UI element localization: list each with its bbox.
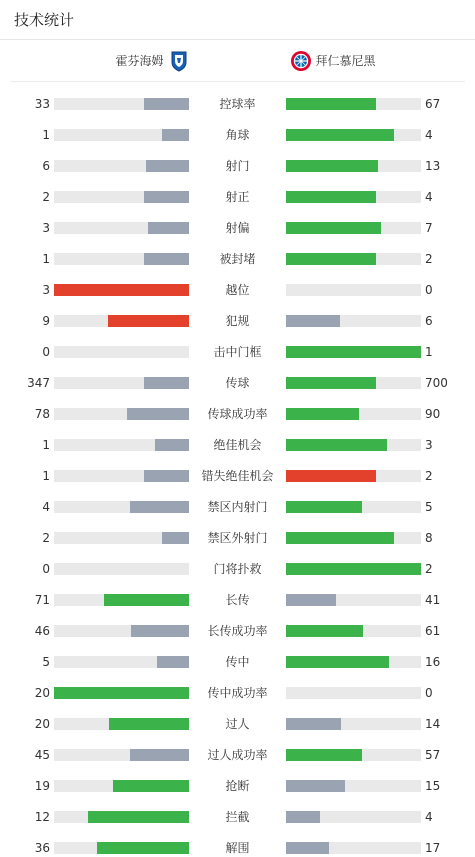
home-stat-value: 1 [42,128,50,142]
stat-row [0,97,475,111]
home-stat-bar [54,315,189,327]
stat-row [0,686,475,700]
away-stat-bar-fill [286,656,389,668]
away-stat-value: 5 [425,500,433,514]
home-stat-bar-fill [155,439,189,451]
away-stat-bar [286,191,421,203]
away-stat-value: 4 [425,128,433,142]
away-stat-bar [286,346,421,358]
home-stat-value: 0 [42,562,50,576]
away-stat-bar [286,470,421,482]
stat-label: 长传 [225,593,250,607]
hoffenheim-crest-icon [168,50,190,72]
home-stat-value: 1 [42,469,50,483]
home-stat-value: 33 [34,97,50,111]
stat-row [0,190,475,204]
home-stat-bar [54,563,189,575]
away-stat-bar-fill [286,377,376,389]
stat-row [0,717,475,731]
stat-row [0,655,475,669]
away-stat-bar [286,160,421,172]
home-stat-bar [54,470,189,482]
away-stat-value: 0 [425,283,433,297]
away-stat-bar-fill [286,222,381,234]
away-stat-bar-fill [286,501,362,513]
away-stat-bar-fill [286,160,378,172]
stat-row [0,624,475,638]
away-stat-value: 67 [425,97,441,111]
home-stat-bar [54,253,189,265]
home-stat-bar [54,625,189,637]
home-stat-bar [54,98,189,110]
stat-label: 射偏 [225,221,250,235]
away-stat-value: 90 [425,407,441,421]
stat-label: 越位 [225,283,250,297]
away-stat-value: 700 [425,376,448,390]
away-stat-bar [286,749,421,761]
home-stat-bar-fill [144,470,189,482]
home-stat-value: 20 [34,717,50,731]
away-stat-value: 3 [425,438,433,452]
home-stat-value: 2 [42,190,50,204]
home-stat-bar [54,842,189,854]
home-stat-bar [54,284,189,296]
away-stat-bar [286,687,421,699]
stat-label: 传球 [225,376,250,390]
home-stat-value: 19 [34,779,50,793]
stat-label: 角球 [225,128,250,142]
stat-label: 被封堵 [219,252,256,266]
stat-row [0,748,475,762]
away-stat-bar-fill [286,563,421,575]
away-stat-bar-fill [286,780,345,792]
stat-label: 门将扑救 [213,562,262,576]
home-stat-bar [54,594,189,606]
home-stat-bar-fill [108,315,189,327]
away-stat-value: 2 [425,562,433,576]
stat-label: 过人 [225,717,250,731]
away-stat-value: 8 [425,531,433,545]
stat-row [0,810,475,824]
away-stat-value: 2 [425,469,433,483]
away-stat-bar-fill [286,315,340,327]
away-stat-bar [286,439,421,451]
home-stat-value: 1 [42,252,50,266]
away-stat-bar [286,253,421,265]
page-title: 技术统计 [14,11,75,29]
stat-row [0,128,475,142]
away-stat-bar-fill [286,408,359,420]
stat-row [0,562,475,576]
away-stat-bar [286,501,421,513]
home-stat-value: 0 [42,345,50,359]
stat-row [0,593,475,607]
away-stat-value: 4 [425,810,433,824]
home-stat-value: 12 [34,810,50,824]
home-stat-bar-fill [162,532,189,544]
section-title [0,0,475,40]
stat-row [0,283,475,297]
away-stat-bar-fill [286,98,376,110]
away-team-name: 拜仁慕尼黑 [315,54,376,68]
home-stat-value: 46 [34,624,50,638]
stat-row [0,221,475,235]
away-stat-value: 6 [425,314,433,328]
away-stat-value: 14 [425,717,441,731]
home-stat-bar [54,656,189,668]
home-stat-bar [54,408,189,420]
home-stat-bar-fill [131,625,189,637]
away-stat-value: 61 [425,624,441,638]
home-team[interactable] [111,40,189,81]
away-stat-bar [286,625,421,637]
home-stat-bar-fill [109,718,189,730]
away-stat-value: 15 [425,779,441,793]
away-stat-bar [286,563,421,575]
away-stat-bar-fill [286,625,363,637]
home-stat-bar [54,439,189,451]
away-stat-bar [286,284,421,296]
home-stat-bar-fill [97,842,189,854]
stat-label: 传中 [225,655,250,669]
away-stat-bar [286,594,421,606]
stat-label: 拦截 [225,810,250,824]
home-stat-value: 347 [27,376,50,390]
away-stat-bar [286,842,421,854]
home-stat-bar-fill [144,98,189,110]
stat-row [0,469,475,483]
home-team-name: 霍芬海姆 [115,54,164,68]
stat-label: 禁区外射门 [207,531,268,545]
home-stat-bar [54,780,189,792]
stat-label: 禁区内射门 [207,500,268,514]
home-stat-bar-fill [148,222,189,234]
home-stat-bar-fill [127,408,189,420]
away-stat-bar-fill [286,470,376,482]
stat-row [0,438,475,452]
away-stat-value: 7 [425,221,433,235]
away-stat-bar-fill [286,749,362,761]
away-stat-bar-fill [286,346,421,358]
home-stat-value: 3 [42,221,50,235]
away-stat-bar [286,98,421,110]
stat-row [0,531,475,545]
away-stat-bar-fill [286,811,320,823]
stat-label: 击中门框 [213,345,262,359]
home-stat-bar-fill [162,129,189,141]
home-stat-bar-fill [54,284,189,296]
away-stat-value: 57 [425,748,441,762]
home-stat-bar [54,718,189,730]
home-stat-value: 6 [42,159,50,173]
away-stat-bar [286,656,421,668]
away-stat-bar [286,811,421,823]
home-stat-bar-fill [88,811,189,823]
stat-row [0,314,475,328]
away-stat-bar-fill [286,532,394,544]
away-stat-bar-fill [286,253,376,265]
home-stat-value: 4 [42,500,50,514]
stat-row [0,345,475,359]
home-stat-bar-fill [144,191,189,203]
home-stat-value: 36 [34,841,50,855]
stat-label: 犯规 [225,314,250,328]
stat-row [0,252,475,266]
home-stat-value: 1 [42,438,50,452]
away-stat-value: 16 [425,655,441,669]
stat-label: 控球率 [219,97,256,111]
away-stat-bar-fill [286,594,336,606]
away-stat-bar [286,377,421,389]
away-stat-value: 17 [425,841,441,855]
home-stat-bar-fill [130,501,189,513]
home-stat-bar [54,191,189,203]
home-stat-bar [54,129,189,141]
stat-label: 错失绝佳机会 [201,469,274,483]
home-stat-value: 2 [42,531,50,545]
away-stat-bar [286,780,421,792]
home-stat-value: 78 [34,407,50,421]
home-stat-bar-fill [144,377,189,389]
home-stat-bar-fill [130,749,189,761]
bayern-crest-icon [290,50,312,72]
stat-row [0,779,475,793]
home-stat-bar [54,532,189,544]
away-stat-value: 1 [425,345,433,359]
home-stat-bar-fill [157,656,189,668]
home-stat-value: 20 [34,686,50,700]
away-stat-bar [286,222,421,234]
stat-label: 射正 [225,190,250,204]
home-stat-value: 9 [42,314,50,328]
away-stat-bar-fill [286,842,329,854]
home-stat-value: 71 [34,593,50,607]
stat-label: 过人成功率 [207,748,268,762]
away-stat-bar [286,408,421,420]
stat-label: 射门 [225,159,250,173]
stat-row [0,159,475,173]
stat-label: 抢断 [225,779,250,793]
home-stat-value: 3 [42,283,50,297]
away-stat-bar-fill [286,718,341,730]
home-stat-bar-fill [146,160,189,172]
away-stat-value: 4 [425,190,433,204]
home-stat-bar [54,501,189,513]
stat-label: 绝佳机会 [213,438,262,452]
away-stat-bar [286,315,421,327]
home-stat-value: 45 [34,748,50,762]
stat-label: 传球成功率 [207,407,268,421]
away-stat-bar-fill [286,439,387,451]
away-stat-bar-fill [286,129,394,141]
stat-label: 解围 [225,841,250,855]
home-stat-bar [54,377,189,389]
away-team[interactable] [290,40,380,81]
home-stat-bar-fill [104,594,189,606]
stat-label: 长传成功率 [207,624,268,638]
away-stat-value: 0 [425,686,433,700]
away-stat-value: 41 [425,593,441,607]
away-stat-bar [286,129,421,141]
home-stat-bar-fill [144,253,189,265]
away-stat-value: 2 [425,252,433,266]
home-stat-bar [54,687,189,699]
away-stat-bar [286,532,421,544]
home-stat-bar [54,160,189,172]
home-stat-bar [54,222,189,234]
home-stat-bar-fill [54,687,189,699]
stat-label: 传中成功率 [207,686,268,700]
team-header [10,40,465,82]
away-stat-bar-fill [286,191,376,203]
stat-row [0,500,475,514]
home-stat-bar [54,749,189,761]
home-stat-bar-fill [113,780,189,792]
home-stat-value: 5 [42,655,50,669]
home-stat-bar [54,346,189,358]
stat-row [0,407,475,421]
stat-row [0,376,475,390]
home-stat-bar [54,811,189,823]
stat-row [0,841,475,855]
away-stat-bar [286,718,421,730]
away-stat-value: 13 [425,159,441,173]
